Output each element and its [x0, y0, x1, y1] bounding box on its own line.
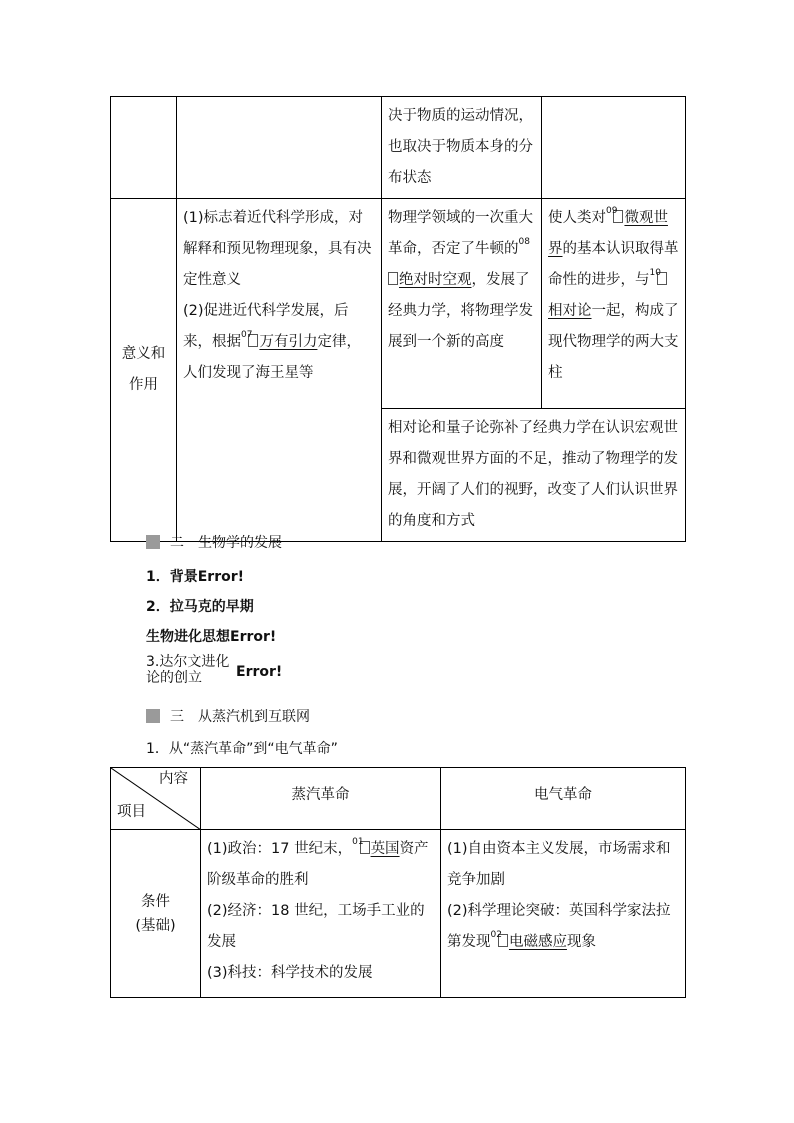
- list-text: 生物进化思想Error!: [146, 629, 277, 645]
- list-item: [146, 566, 244, 586]
- list-text: 1．背景Error!: [146, 569, 245, 585]
- cell-text: (2)科学理论突破：英国科学家法拉第发现: [447, 903, 671, 950]
- cell-text: (2)促进近代科学发展，后来，根据: [183, 303, 349, 350]
- table-header-row: [111, 768, 686, 830]
- table-row: [111, 199, 686, 409]
- list-item: [146, 654, 229, 686]
- cell-text: 条件: [141, 893, 170, 910]
- cell-text: 一起，构成了现代物理学的两大支柱: [548, 303, 679, 381]
- table-cell: [177, 97, 382, 199]
- list-text: 2．拉马克的早期: [146, 599, 254, 615]
- answer-text: 英国: [370, 841, 400, 857]
- steam-conditions-cell: [201, 830, 441, 998]
- header-text: 内容: [159, 771, 188, 787]
- cell-text: 的基本认识取得革命性的进步，与: [548, 241, 679, 288]
- cell-text: 使人类对: [548, 210, 606, 226]
- blank-number: 08: [518, 237, 530, 247]
- row-label-conditions: [111, 830, 201, 998]
- blank-number: 10: [649, 268, 661, 278]
- cell-text: 相对论和量子论弥补了经典力学在认识宏观世界和微观世界方面的不足，推动了物理学的发展，开阔了人们的视野，改变了人们认识世界的角度和方式: [388, 420, 678, 529]
- header-text: 项目: [117, 804, 146, 820]
- table-row: [111, 830, 686, 998]
- answer-text: 万有引力: [259, 334, 318, 350]
- header-steam: [201, 768, 441, 830]
- section-heading-biology: [146, 532, 282, 552]
- list-text: 论的创立: [146, 670, 202, 686]
- blank-number: 02: [490, 930, 502, 940]
- header-text: 电气革命: [534, 787, 592, 803]
- cell-text: 意义和作用: [121, 346, 166, 393]
- relativity-cell: [382, 199, 542, 409]
- list-item: [146, 596, 254, 616]
- diagonal-header-cell: [111, 768, 201, 830]
- cell-text: (1)自由资本主义发展，市场需求和竞争加剧: [447, 841, 671, 888]
- header-text: 蒸汽革命: [291, 787, 350, 803]
- electric-conditions-cell: [441, 830, 686, 998]
- heading-text: 二 生物学的发展: [170, 535, 282, 551]
- cell-text: 定律，人们发现了海王星等: [183, 334, 361, 381]
- cell-text: 决于物质的运动情况，也取决于物质本身的分布状态: [388, 108, 533, 186]
- section-marker-icon: [146, 709, 160, 723]
- answer-box-icon: [388, 272, 398, 285]
- cell-text: ，发展了经典力学，将物理学发展到一个新的高度: [388, 272, 533, 350]
- cell-text: 资产阶级革命的胜利: [207, 841, 429, 888]
- cell-text: (1)标志着近代科学形成，对解释和预见物理现象，具有决定性意义: [183, 210, 372, 288]
- answer-text: 电磁感应: [508, 934, 567, 950]
- blank-number: 01: [352, 837, 364, 847]
- cell-text: (2)经济：18 世纪，工场手工业的发展: [207, 903, 425, 950]
- table-row: [111, 97, 686, 199]
- cell-text: 现象: [566, 934, 596, 950]
- list-item: [146, 626, 276, 646]
- blank-number: 07: [241, 330, 253, 340]
- revolution-table: [110, 767, 686, 998]
- section-marker-icon: [146, 535, 160, 549]
- physics-table: [110, 96, 686, 542]
- cell-text: (3)科技：科学技术的发展: [207, 965, 373, 981]
- list-text: Error!: [236, 664, 283, 680]
- error-text: [236, 664, 282, 680]
- cell-text: 物理学领域的一次重大革命，否定了牛顿的: [388, 210, 533, 257]
- table-cell: [111, 97, 177, 199]
- cell-text: (基础): [135, 917, 176, 934]
- heading-text: 三 从蒸汽机到互联网: [170, 709, 310, 725]
- header-electric: [441, 768, 686, 830]
- answer-text: 绝对时空观: [399, 272, 472, 288]
- blank-number: 09: [606, 206, 618, 216]
- list-text: 1．从“蒸汽革命”到“电气革命”: [146, 741, 338, 757]
- quantum-cell: [542, 199, 686, 409]
- list-item: [146, 738, 338, 758]
- table-cell: [382, 97, 542, 199]
- combined-cell: [382, 409, 686, 542]
- classical-mechanics-cell: [177, 199, 382, 542]
- row-label-significance: [111, 199, 177, 542]
- answer-text: 微观世界: [548, 210, 668, 257]
- list-text: 3.达尔文进化: [146, 654, 230, 670]
- answer-text: 相对论: [548, 303, 592, 319]
- table-cell: [542, 97, 686, 199]
- cell-text: (1)政治：17 世纪末，: [207, 841, 353, 857]
- section-heading-technology: [146, 706, 310, 726]
